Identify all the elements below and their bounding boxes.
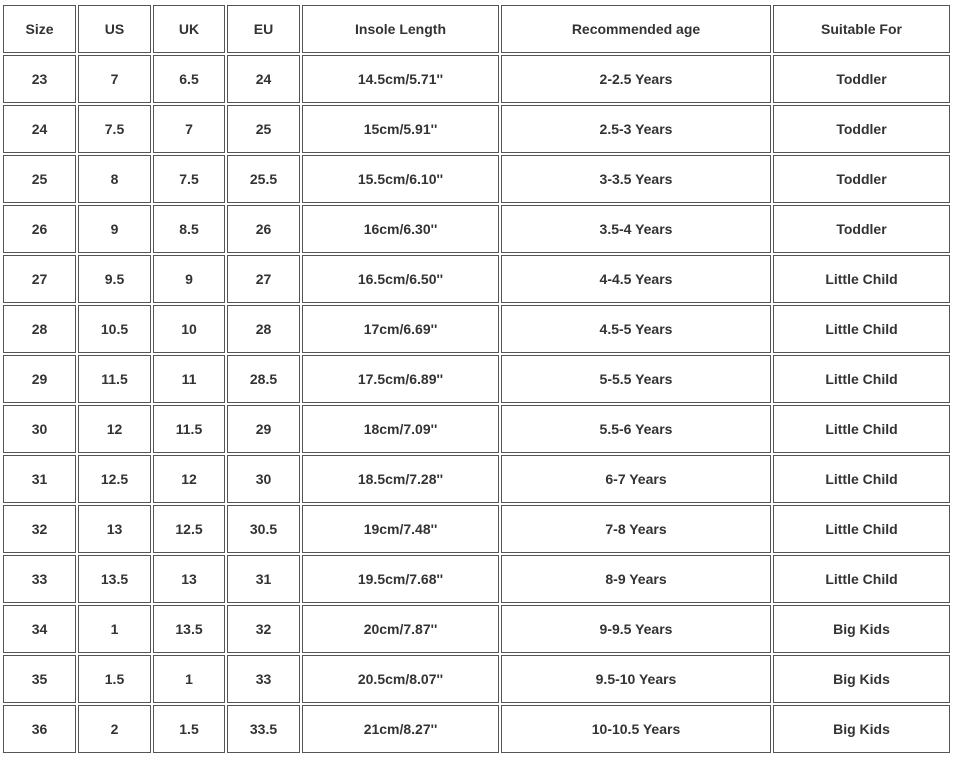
- cell-insole-length: 15cm/5.91'': [302, 105, 499, 153]
- cell-eu: 26: [227, 205, 300, 253]
- cell-suitable-for: Little Child: [773, 305, 950, 353]
- size-table: [1, 3, 952, 755]
- header-uk: UK: [153, 5, 225, 53]
- cell-suitable-for: Toddler: [773, 205, 950, 253]
- table-header-row: [3, 5, 950, 53]
- table-row: [3, 155, 950, 203]
- cell-eu: 24: [227, 55, 300, 103]
- cell-uk: 1.5: [153, 705, 225, 753]
- cell-suitable-for: Little Child: [773, 255, 950, 303]
- cell-uk: 7.5: [153, 155, 225, 203]
- cell-size: 29: [3, 355, 76, 403]
- table-row: [3, 405, 950, 453]
- size-chart: [1, 3, 952, 755]
- cell-us: 7.5: [78, 105, 151, 153]
- cell-suitable-for: Toddler: [773, 155, 950, 203]
- cell-us: 1.5: [78, 655, 151, 703]
- cell-uk: 8.5: [153, 205, 225, 253]
- cell-insole-length: 16.5cm/6.50'': [302, 255, 499, 303]
- cell-insole-length: 20.5cm/8.07'': [302, 655, 499, 703]
- table-row: [3, 55, 950, 103]
- cell-suitable-for: Little Child: [773, 355, 950, 403]
- table-row: [3, 655, 950, 703]
- cell-size: 24: [3, 105, 76, 153]
- cell-us: 2: [78, 705, 151, 753]
- cell-size: 28: [3, 305, 76, 353]
- cell-eu: 27: [227, 255, 300, 303]
- cell-uk: 7: [153, 105, 225, 153]
- cell-insole-length: 21cm/8.27'': [302, 705, 499, 753]
- cell-size: 27: [3, 255, 76, 303]
- cell-us: 1: [78, 605, 151, 653]
- cell-size: 35: [3, 655, 76, 703]
- cell-recommended-age: 9.5-10 Years: [501, 655, 771, 703]
- cell-eu: 25: [227, 105, 300, 153]
- cell-eu: 33.5: [227, 705, 300, 753]
- cell-recommended-age: 4-4.5 Years: [501, 255, 771, 303]
- cell-recommended-age: 6-7 Years: [501, 455, 771, 503]
- cell-recommended-age: 5-5.5 Years: [501, 355, 771, 403]
- cell-insole-length: 17.5cm/6.89'': [302, 355, 499, 403]
- cell-suitable-for: Little Child: [773, 555, 950, 603]
- cell-size: 33: [3, 555, 76, 603]
- cell-uk: 11: [153, 355, 225, 403]
- cell-recommended-age: 2.5-3 Years: [501, 105, 771, 153]
- cell-recommended-age: 3-3.5 Years: [501, 155, 771, 203]
- cell-us: 12: [78, 405, 151, 453]
- cell-suitable-for: Little Child: [773, 455, 950, 503]
- cell-uk: 12.5: [153, 505, 225, 553]
- cell-size: 23: [3, 55, 76, 103]
- table-row: [3, 105, 950, 153]
- cell-eu: 33: [227, 655, 300, 703]
- table-row: [3, 255, 950, 303]
- cell-us: 13.5: [78, 555, 151, 603]
- cell-suitable-for: Big Kids: [773, 605, 950, 653]
- cell-suitable-for: Little Child: [773, 405, 950, 453]
- cell-insole-length: 15.5cm/6.10'': [302, 155, 499, 203]
- cell-us: 11.5: [78, 355, 151, 403]
- cell-us: 9.5: [78, 255, 151, 303]
- table-row: [3, 355, 950, 403]
- cell-suitable-for: Little Child: [773, 505, 950, 553]
- table-row: [3, 505, 950, 553]
- cell-insole-length: 18.5cm/7.28'': [302, 455, 499, 503]
- cell-recommended-age: 7-8 Years: [501, 505, 771, 553]
- cell-size: 31: [3, 455, 76, 503]
- header-eu: EU: [227, 5, 300, 53]
- table-row: [3, 605, 950, 653]
- cell-recommended-age: 8-9 Years: [501, 555, 771, 603]
- cell-us: 12.5: [78, 455, 151, 503]
- cell-recommended-age: 4.5-5 Years: [501, 305, 771, 353]
- cell-size: 32: [3, 505, 76, 553]
- cell-uk: 1: [153, 655, 225, 703]
- cell-eu: 25.5: [227, 155, 300, 203]
- cell-size: 30: [3, 405, 76, 453]
- table-row: [3, 205, 950, 253]
- table-row: [3, 455, 950, 503]
- header-insole-length: Insole Length: [302, 5, 499, 53]
- cell-us: 13: [78, 505, 151, 553]
- cell-eu: 29: [227, 405, 300, 453]
- cell-eu: 32: [227, 605, 300, 653]
- cell-uk: 13.5: [153, 605, 225, 653]
- cell-recommended-age: 5.5-6 Years: [501, 405, 771, 453]
- cell-uk: 13: [153, 555, 225, 603]
- cell-recommended-age: 3.5-4 Years: [501, 205, 771, 253]
- cell-suitable-for: Toddler: [773, 105, 950, 153]
- cell-size: 25: [3, 155, 76, 203]
- header-suitable-for: Suitable For: [773, 5, 950, 53]
- cell-insole-length: 19.5cm/7.68'': [302, 555, 499, 603]
- cell-recommended-age: 10-10.5 Years: [501, 705, 771, 753]
- cell-insole-length: 16cm/6.30'': [302, 205, 499, 253]
- cell-us: 9: [78, 205, 151, 253]
- cell-eu: 28.5: [227, 355, 300, 403]
- table-body: [3, 55, 950, 753]
- cell-uk: 12: [153, 455, 225, 503]
- cell-size: 34: [3, 605, 76, 653]
- cell-us: 8: [78, 155, 151, 203]
- table-row: [3, 705, 950, 753]
- cell-us: 10.5: [78, 305, 151, 353]
- cell-insole-length: 18cm/7.09'': [302, 405, 499, 453]
- cell-us: 7: [78, 55, 151, 103]
- cell-insole-length: 19cm/7.48'': [302, 505, 499, 553]
- cell-size: 36: [3, 705, 76, 753]
- cell-recommended-age: 2-2.5 Years: [501, 55, 771, 103]
- cell-uk: 11.5: [153, 405, 225, 453]
- header-size: Size: [3, 5, 76, 53]
- cell-eu: 30: [227, 455, 300, 503]
- table-row: [3, 555, 950, 603]
- cell-size: 26: [3, 205, 76, 253]
- cell-eu: 30.5: [227, 505, 300, 553]
- cell-suitable-for: Big Kids: [773, 655, 950, 703]
- cell-insole-length: 20cm/7.87'': [302, 605, 499, 653]
- cell-insole-length: 17cm/6.69'': [302, 305, 499, 353]
- cell-suitable-for: Big Kids: [773, 705, 950, 753]
- cell-eu: 31: [227, 555, 300, 603]
- header-us: US: [78, 5, 151, 53]
- cell-uk: 10: [153, 305, 225, 353]
- cell-suitable-for: Toddler: [773, 55, 950, 103]
- cell-eu: 28: [227, 305, 300, 353]
- cell-uk: 9: [153, 255, 225, 303]
- cell-recommended-age: 9-9.5 Years: [501, 605, 771, 653]
- table-row: [3, 305, 950, 353]
- header-recommended-age: Recommended age: [501, 5, 771, 53]
- cell-uk: 6.5: [153, 55, 225, 103]
- cell-insole-length: 14.5cm/5.71'': [302, 55, 499, 103]
